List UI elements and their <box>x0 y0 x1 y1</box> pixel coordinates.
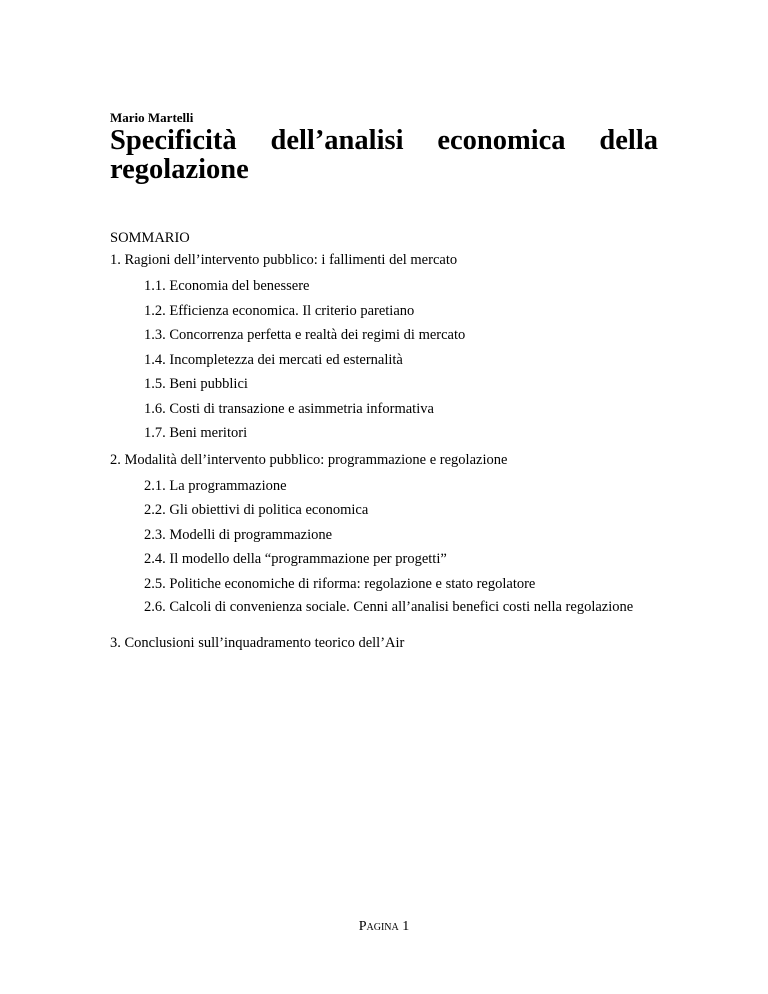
toc-item: 1.1. Economia del benessere <box>144 278 310 294</box>
toc-section-label: 1. Ragioni dell’intervento pubblico: i fallimenti del mercato <box>110 252 458 268</box>
toc-item: 2.2. Gli obiettivi di politica economica <box>144 502 369 518</box>
table-of-contents <box>110 249 658 660</box>
toc-item: 2.1. La programmazione <box>144 477 287 494</box>
toc-item: 1.7. Beni meritori <box>144 425 248 441</box>
toc-item: 1.2. Efficienza economica. Il criterio paretiano <box>144 302 415 319</box>
toc-section-3 <box>110 632 658 660</box>
author-name: Mario Martelli <box>110 110 194 125</box>
toc-section-1 <box>110 249 658 449</box>
summary-heading: SOMMARIO <box>110 230 190 246</box>
toc-section-label: 3. Conclusioni sull’inquadramento teorico dell’Air <box>110 634 405 651</box>
toc-section-label: 2. Modalità dell’intervento pubblico: programmazione e regolazione <box>110 451 508 468</box>
page-number: Pagina 1 <box>358 919 410 934</box>
toc-item: 2.4. Il modello della “programmazione per progetti” <box>144 551 447 567</box>
toc-item: 1.4. Incompletezza dei mercati ed esternalità <box>144 351 403 368</box>
toc-item: 2.5. Politiche economiche di riforma: regolazione e stato regolatore <box>144 575 536 592</box>
toc-item: 2.6. Calcoli di convenienza sociale. Cenni all’analisi benefici costi nella regolazione <box>144 599 634 615</box>
toc-subsection-list <box>110 477 658 632</box>
toc-subsection-list <box>110 277 658 449</box>
toc-section-2 <box>110 449 658 632</box>
toc-item: 2.3. Modelli di programmazione <box>144 526 333 543</box>
document-title: Specificità dell’analisi economica della regolazione <box>110 125 658 185</box>
toc-item: 1.6. Costi di transazione e asimmetria informativa <box>144 400 434 417</box>
toc-item: 1.5. Beni pubblici <box>144 376 248 392</box>
toc-item: 1.3. Concorrenza perfetta e realtà dei regimi di mercato <box>144 327 466 343</box>
